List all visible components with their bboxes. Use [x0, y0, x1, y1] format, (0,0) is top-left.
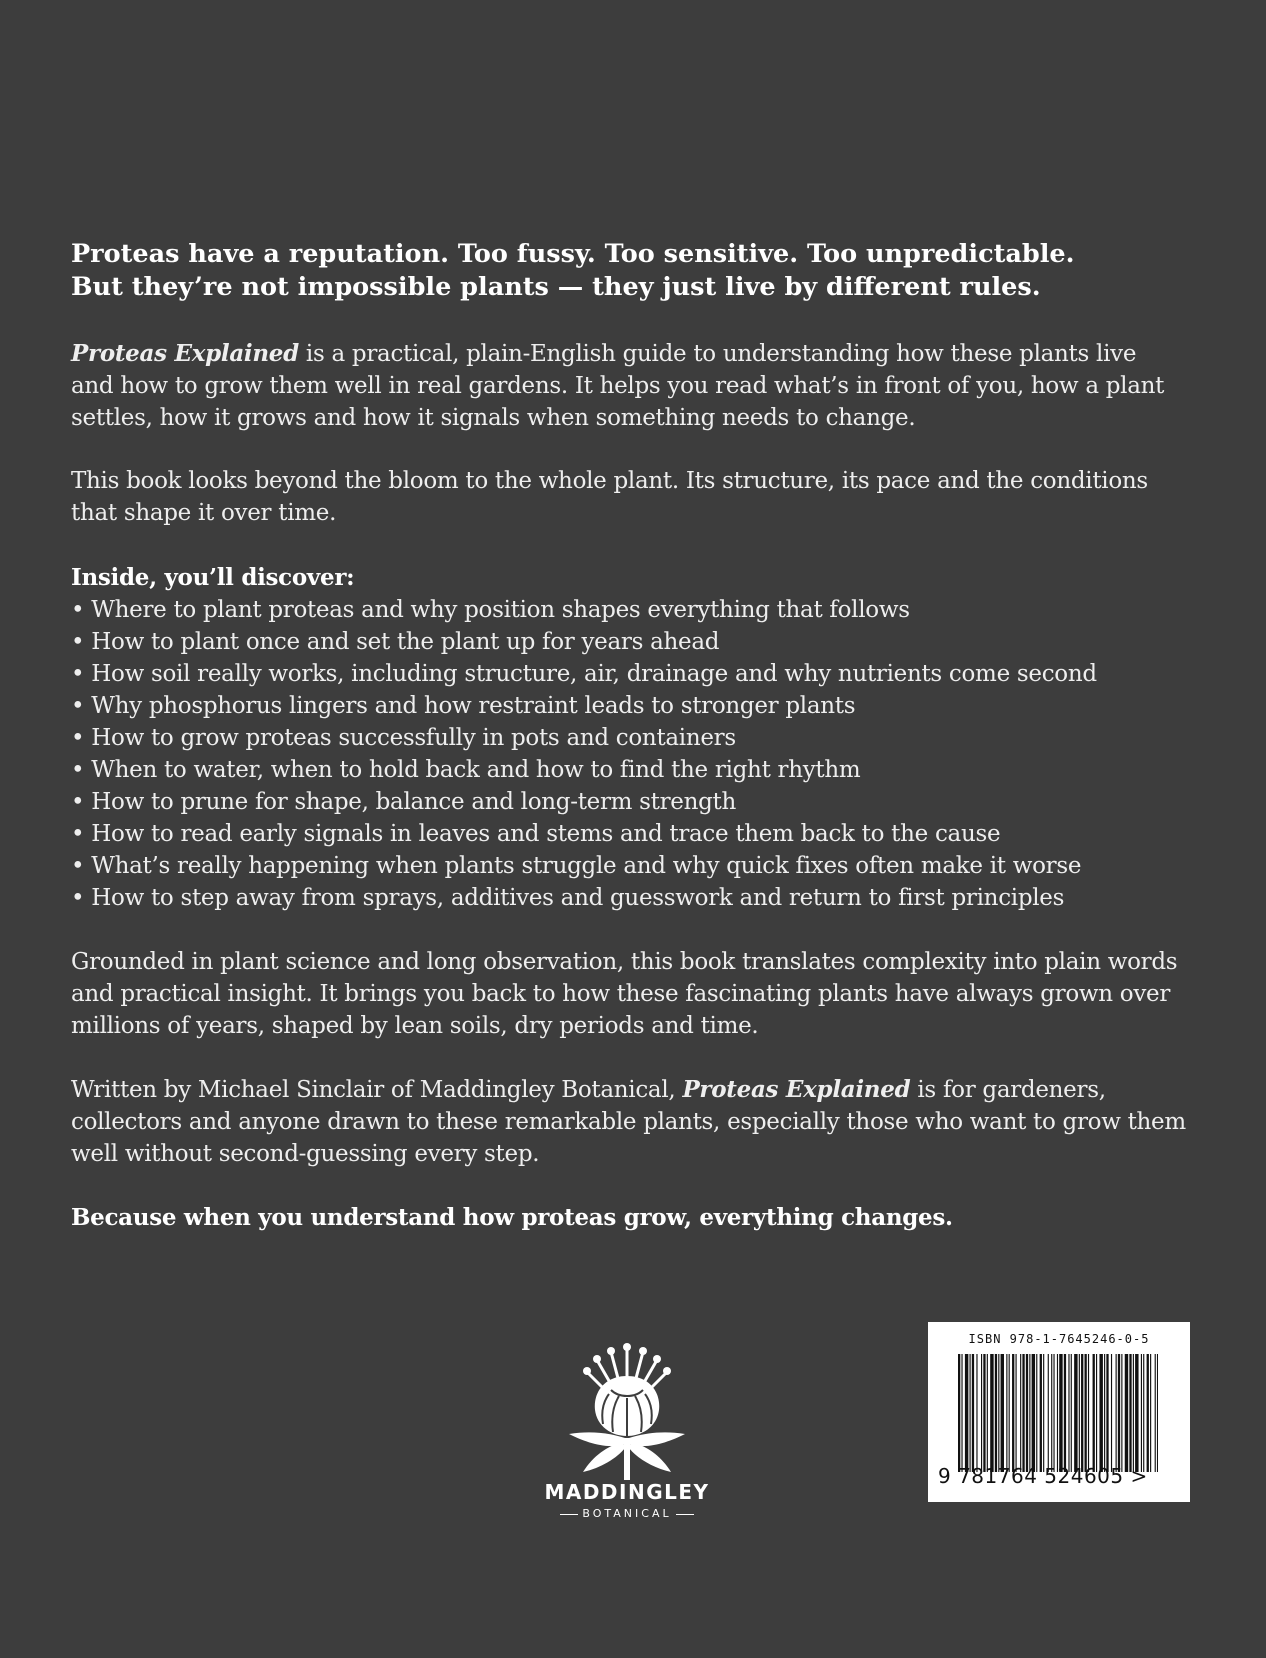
barcode-bar: [1104, 1354, 1105, 1472]
list-item: • When to water, when to hold back and how to find the right rhythm: [71, 754, 1211, 786]
barcode-bar: [1116, 1354, 1117, 1472]
barcode-bar: [1079, 1354, 1080, 1472]
barcode-bar: [1057, 1354, 1058, 1472]
barcode-bar: [1048, 1354, 1049, 1472]
barcode-bar: [1071, 1354, 1072, 1472]
barcode-bar: [1001, 1354, 1004, 1472]
discover-list: [71, 594, 1211, 914]
barcode-bar: [1111, 1354, 1112, 1472]
list-item: • How soil really works, including structure, air, drainage and why nutrients come second: [71, 658, 1211, 690]
list-item: • How to step away from sprays, additives and guesswork and return to first principles: [71, 882, 1211, 914]
barcode-bar: [1150, 1354, 1151, 1472]
barcode-bar: [1121, 1354, 1122, 1472]
barcode-bar: [981, 1354, 982, 1472]
barcode-bar: [1106, 1354, 1108, 1472]
barcode-bar: [1133, 1354, 1134, 1472]
para3-line-3: millions of years, shaped by lean soils, dry periods and time.: [71, 1013, 759, 1039]
headline-line-2: But they’re not impossible plants — they just live by different rules.: [71, 272, 1041, 302]
list-item: • How to grow proteas successfully in pots and containers: [71, 722, 1211, 754]
barcode-bar: [1051, 1354, 1052, 1472]
barcode-bar: [972, 1354, 974, 1472]
barcode-bar: [1135, 1354, 1138, 1472]
barcode-bar: [1157, 1354, 1158, 1472]
barcode-bar: [1043, 1354, 1044, 1472]
intro-line-2: and how to grow them well in real gardens. It helps you read what’s in front of you, how a plant: [71, 373, 1165, 399]
list-item: • Why phosphorus lingers and how restraint leads to stronger plants: [71, 690, 1211, 722]
list-item: • How to read early signals in leaves and stems and trace them back to the cause: [71, 818, 1211, 850]
barcode-bar: [998, 1354, 999, 1472]
barcode-bar: [1074, 1354, 1077, 1472]
barcode-bar: [970, 1354, 971, 1472]
para2-line-2: that shape it over time.: [71, 500, 337, 526]
para4-line-1-pre: Written by Michael Sinclair of Maddingley Botanical,: [71, 1077, 683, 1103]
logo-name: MADDINGLEY: [544, 1480, 710, 1504]
para4-line-2: collectors and anyone drawn to these remarkable plants, especially those who want to grow them: [71, 1109, 1186, 1135]
logo-sub-text: BOTANICAL: [582, 1507, 672, 1520]
barcode-bar: [1009, 1354, 1010, 1472]
publisher-logo: [527, 1338, 727, 1524]
barcode-bar: [1059, 1354, 1062, 1472]
logo-subtitle: [527, 1507, 727, 1520]
barcode-bar: [1155, 1354, 1156, 1472]
dash-left: [560, 1514, 578, 1515]
barcode-bar: [983, 1354, 985, 1472]
barcode-bar: [1020, 1354, 1021, 1472]
list-item: • Where to plant proteas and why position shapes everything that follows: [71, 594, 1211, 626]
headline-line-1: Proteas have a reputation. Too fussy. Too sensitive. Too unpredictable.: [71, 239, 1075, 269]
barcode-bar: [1012, 1354, 1014, 1472]
list-item: • How to prune for shape, balance and long-term strength: [71, 786, 1211, 818]
barcode-bar: [1088, 1354, 1089, 1472]
book-title-italic: Proteas Explained: [71, 340, 299, 367]
dash-right: [676, 1514, 694, 1515]
headline: [71, 238, 1211, 304]
barcode-bar: [965, 1354, 968, 1472]
barcode-bar: [1026, 1354, 1028, 1472]
barcode-bar: [1068, 1354, 1069, 1472]
isbn-barcode: [928, 1322, 1190, 1502]
isbn-number: ISBN 978-1-7645246-0-5: [968, 1332, 1150, 1346]
barcode-bars: [958, 1354, 1158, 1472]
barcode-bar: [1125, 1354, 1128, 1472]
whole-plant-paragraph: [71, 465, 1211, 529]
barcode-bar: [1143, 1354, 1144, 1472]
protea-flower-icon: [563, 1338, 691, 1480]
list-item: • What’s really happening when plants struggle and why quick fixes often make it worse: [71, 850, 1211, 882]
barcode-bar: [995, 1354, 997, 1472]
barcode-bar: [1085, 1354, 1087, 1472]
barcode-bar: [1006, 1354, 1007, 1472]
barcode-bar: [987, 1354, 988, 1472]
para4-line-1-post: is for gardeners,: [910, 1077, 1106, 1103]
barcode-bar: [1099, 1354, 1102, 1472]
barcode-bar: [1022, 1354, 1024, 1472]
author-paragraph: [71, 1074, 1211, 1170]
closing-line: Because when you understand how proteas grow, everything changes.: [71, 1204, 953, 1231]
barcode-bar: [990, 1354, 993, 1472]
barcode-bar: [1141, 1354, 1142, 1472]
barcode-bar: [1093, 1354, 1095, 1472]
inside-heading: Inside, you’ll discover:: [71, 564, 355, 591]
intro-line-1: is a practical, plain-English guide to understanding how these plants live: [298, 341, 1137, 367]
para2-line-1: This book looks beyond the bloom to the whole plant. Its structure, its pace and the conditions: [71, 468, 1148, 494]
barcode-bar: [1129, 1354, 1131, 1472]
intro-paragraph: [71, 338, 1211, 434]
barcode-bar: [1040, 1354, 1042, 1472]
barcode-bar: [1096, 1354, 1097, 1472]
grounded-paragraph: [71, 946, 1211, 1042]
barcode-bar: [1064, 1354, 1066, 1472]
blurb-text: [71, 238, 1211, 1234]
barcode-bar: [1081, 1354, 1083, 1472]
barcode-bar: [961, 1354, 962, 1472]
barcode-bar: [1053, 1354, 1054, 1472]
book-title-italic: Proteas Explained: [682, 1076, 911, 1103]
barcode-bar: [958, 1354, 960, 1472]
barcode-bar: [1118, 1354, 1120, 1472]
para4-line-3: well without second-guessing every step.: [71, 1141, 540, 1167]
para3-line-2: and practical insight. It brings you back to how these fascinating plants have always grown over: [71, 981, 1171, 1007]
barcode-bar: [1036, 1354, 1037, 1472]
barcode-bar: [976, 1354, 977, 1472]
barcode-digits: 9 781764 524605 >: [938, 1464, 1148, 1488]
barcode-bar: [1029, 1354, 1030, 1472]
barcode-bar: [1016, 1354, 1017, 1472]
para3-line-1: Grounded in plant science and long observation, this book translates complexity into plain words: [71, 949, 1178, 975]
intro-line-3: settles, how it grows and how it signals when something needs to change.: [71, 405, 916, 431]
barcode-bar: [1147, 1354, 1149, 1472]
list-item: • How to plant once and set the plant up for years ahead: [71, 626, 1211, 658]
barcode-bar: [1032, 1354, 1035, 1472]
